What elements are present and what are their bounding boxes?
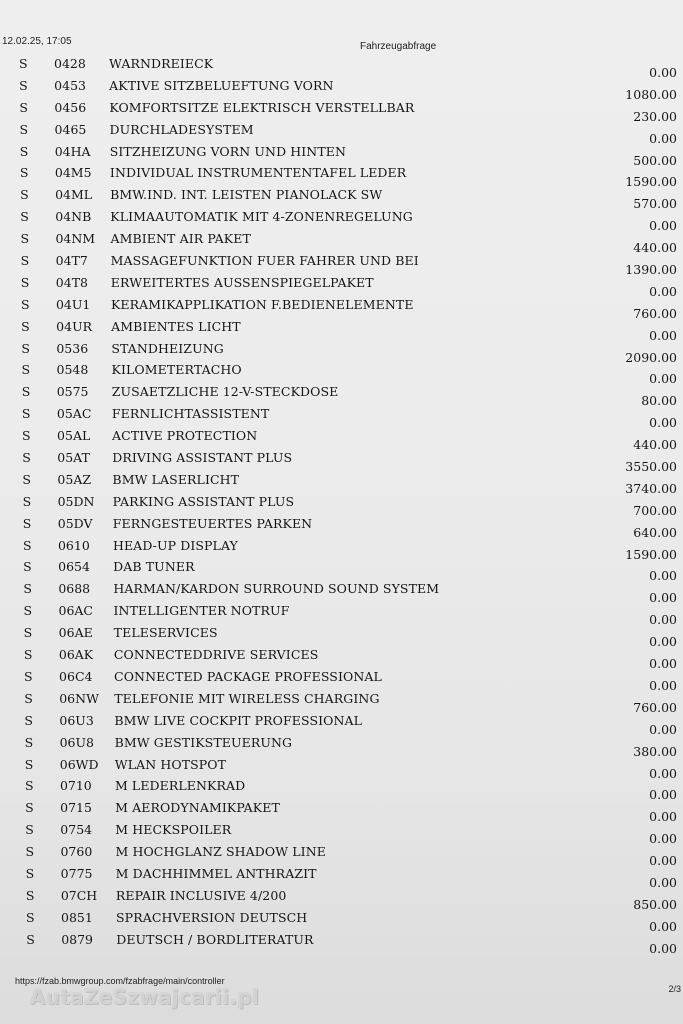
item-description: DRIVING ASSISTANT PLUS — [112, 450, 293, 466]
item-description: BMW GESTIKSTEUERUNG — [114, 734, 293, 750]
item-price: 760.00 — [633, 699, 677, 715]
list-item — [0, 100, 683, 122]
item-price: 0.00 — [649, 612, 677, 628]
item-description: CONNECTED PACKAGE PROFESSIONAL — [114, 668, 382, 684]
item-status: S — [22, 471, 31, 487]
item-price: 0.00 — [649, 65, 677, 80]
item-price: 0.00 — [649, 371, 677, 387]
item-price: 2090.00 — [625, 349, 677, 365]
item-description: FERNGESTEUERTES PARKEN — [112, 515, 313, 531]
item-status: S — [21, 406, 31, 422]
item-description: REPAIR INCLUSIVE 4/200 — [115, 887, 287, 903]
item-price: 1390.00 — [625, 262, 677, 278]
item-status: S — [19, 143, 29, 159]
print-date: 12.02.25, 17:05 — [2, 36, 72, 47]
item-code: 0428 — [54, 56, 86, 71]
item-price: 0.00 — [649, 656, 677, 672]
item-price: 440.00 — [633, 437, 677, 453]
item-description: M HECKSPOILER — [115, 822, 232, 838]
item-status: S — [26, 909, 35, 925]
item-status: S — [21, 362, 31, 378]
item-code: 0465 — [54, 121, 87, 137]
item-price: 0.00 — [649, 809, 677, 825]
item-description: KERAMIKAPPLIKATION F.BEDIENELEMENTE — [110, 296, 414, 312]
item-code: 05AC — [56, 406, 92, 422]
item-code: 04HA — [54, 143, 91, 159]
page-title: Fahrzeugabfrage — [360, 41, 437, 52]
item-description: INDIVIDUAL INSTRUMENTENTAFEL LEDER — [109, 165, 407, 181]
item-code: 06AC — [58, 603, 93, 619]
item-status: S — [20, 187, 29, 203]
item-status: S — [23, 647, 33, 663]
item-description: DAB TUNER — [113, 559, 195, 575]
item-status: S — [25, 800, 34, 816]
item-description: M AERODYNAMIKPAKET — [115, 800, 280, 816]
list-item — [0, 516, 683, 538]
item-price: 0.00 — [649, 568, 677, 584]
list-item — [0, 384, 683, 409]
item-description: TELEFONIE MIT WIRELESS CHARGING — [114, 690, 380, 706]
item-status: S — [21, 384, 31, 400]
list-item — [0, 866, 683, 888]
item-code: 0610 — [57, 537, 90, 553]
item-price: 0.00 — [649, 940, 677, 956]
item-price: 0.00 — [649, 283, 677, 299]
list-item — [0, 209, 683, 234]
item-code: 04M5 — [54, 165, 92, 181]
list-item — [0, 362, 683, 387]
item-description: M DACHHIMMEL ANTHRAZIT — [115, 865, 317, 881]
item-price: 1080.00 — [625, 86, 677, 102]
item-price: 500.00 — [633, 152, 677, 168]
item-code: 0548 — [56, 362, 89, 378]
item-description: ZUSAETZLICHE 12-V-STECKDOSE — [111, 384, 339, 400]
item-code: 05AZ — [57, 471, 92, 487]
item-description: HARMAN/KARDON SURROUND SOUND SYSTEM — [113, 581, 440, 597]
item-code: 0715 — [60, 800, 92, 816]
item-status: S — [20, 209, 29, 225]
item-status: S — [24, 734, 34, 750]
list-item — [0, 319, 683, 341]
item-description: SITZHEIZUNG VORN UND HINTEN — [109, 143, 347, 159]
item-price: 1590.00 — [625, 546, 677, 562]
list-item — [0, 341, 683, 363]
list-item — [0, 932, 683, 954]
item-status: S — [24, 756, 34, 772]
item-description: BMW.IND. INT. LEISTEN PIANOLACK SW — [110, 187, 383, 203]
item-description: DURCHLADESYSTEM — [109, 121, 254, 137]
list-item — [0, 122, 683, 144]
item-code: 05AL — [57, 428, 91, 444]
list-item — [0, 800, 683, 825]
item-status: S — [24, 690, 33, 706]
list-item — [0, 297, 683, 319]
list-item — [0, 144, 683, 166]
list-item — [0, 538, 683, 560]
item-status: S — [19, 99, 28, 115]
item-description: CONNECTEDDRIVE SERVICES — [113, 647, 319, 663]
item-description: M LEDERLENKRAD — [114, 778, 246, 794]
item-status: S — [23, 625, 33, 641]
list-item — [0, 494, 683, 516]
list-item — [0, 406, 683, 431]
item-price: 3740.00 — [625, 480, 677, 496]
item-status: S — [23, 559, 32, 575]
item-price: 760.00 — [633, 305, 677, 321]
item-code: 05DV — [57, 515, 93, 531]
item-price: 0.00 — [649, 721, 677, 737]
item-code: 04T7 — [55, 253, 88, 269]
item-status: S — [22, 537, 32, 553]
item-status: S — [21, 340, 30, 356]
item-price: 570.00 — [633, 196, 677, 212]
item-description: KOMFORTSITZE ELEKTRISCH VERSTELLBAR — [109, 99, 415, 115]
item-status: S — [20, 296, 30, 312]
item-price: 0.00 — [649, 853, 677, 869]
list-item — [0, 428, 683, 453]
item-description: BMW LIVE COCKPIT PROFESSIONAL — [114, 712, 363, 728]
item-code: 0456 — [54, 99, 87, 115]
item-price: 1590.00 — [625, 174, 677, 190]
item-price: 0.00 — [649, 327, 677, 343]
item-description: AMBIENT AIR PAKET — [110, 231, 251, 247]
item-description: DEUTSCH / BORDLITERATUR — [116, 931, 314, 947]
item-price: 0.00 — [649, 874, 677, 890]
item-price: 0.00 — [649, 765, 677, 781]
item-description: PARKING ASSISTANT PLUS — [112, 493, 295, 509]
item-status: S — [19, 77, 28, 93]
item-price: 640.00 — [633, 524, 677, 540]
item-code: 0536 — [56, 340, 89, 356]
item-status: S — [19, 165, 29, 181]
item-code: 06WD — [59, 756, 99, 772]
item-code: 04U1 — [55, 296, 91, 312]
item-description: ERWEITERTES AUSSENSPIEGELPAKET — [110, 274, 374, 290]
item-code: 04UR — [56, 318, 93, 334]
item-code: 0710 — [59, 778, 92, 794]
list-item — [0, 888, 683, 910]
item-description: INTELLIGENTER NOTRUF — [113, 603, 290, 619]
list-item — [0, 844, 683, 869]
item-status: S — [19, 56, 28, 71]
item-code: 04ML — [55, 187, 93, 203]
item-code: 0453 — [54, 77, 86, 93]
list-item — [0, 713, 683, 735]
item-price: 0.00 — [649, 831, 677, 847]
list-item — [0, 603, 683, 628]
list-item — [0, 450, 683, 475]
list-item — [0, 581, 683, 606]
item-status: S — [21, 318, 30, 334]
item-code: 06U3 — [59, 712, 94, 728]
list-item — [0, 691, 683, 713]
item-description: STANDHEIZUNG — [111, 340, 224, 356]
list-item — [0, 56, 683, 78]
item-code: 0879 — [61, 931, 94, 947]
item-code: 04T8 — [55, 274, 89, 290]
item-price: 0.00 — [649, 130, 677, 146]
item-description: KLIMAAUTOMATIK MIT 4-ZONENREGELUNG — [110, 209, 413, 225]
item-status: S — [24, 668, 33, 684]
list-item — [0, 757, 683, 779]
item-code: 0654 — [58, 559, 90, 575]
list-item — [0, 822, 683, 847]
item-description: WARNDREIECK — [109, 56, 214, 71]
item-price: 700.00 — [633, 502, 677, 518]
footer-url: https://fzab.bmwgroup.com/fzabfrage/main/controller — [15, 976, 225, 986]
list-item — [0, 910, 683, 932]
item-code: 06NW — [59, 690, 99, 706]
item-status: S — [20, 253, 30, 269]
item-status: S — [25, 822, 34, 838]
item-code: 0688 — [58, 581, 91, 597]
item-status: S — [24, 778, 34, 794]
item-price: 850.00 — [633, 896, 677, 912]
item-description: ACTIVE PROTECTION — [112, 428, 258, 444]
item-code: 0575 — [56, 384, 89, 400]
item-status: S — [20, 274, 30, 290]
item-code: 05DN — [57, 493, 95, 509]
item-status: S — [25, 865, 35, 881]
item-status: S — [19, 121, 29, 137]
list-item — [0, 231, 683, 256]
item-code: 06AE — [58, 625, 93, 641]
equipment-list — [0, 56, 683, 954]
item-price: 380.00 — [633, 743, 677, 759]
list-item — [0, 253, 683, 278]
item-code: 0851 — [61, 909, 93, 925]
item-status: S — [23, 603, 33, 619]
list-item — [0, 625, 683, 650]
list-item — [0, 647, 683, 672]
item-status: S — [22, 428, 31, 444]
item-price: 0.00 — [649, 415, 677, 431]
item-price: 3550.00 — [625, 459, 677, 475]
list-item — [0, 559, 683, 584]
item-code: 0775 — [60, 865, 93, 881]
item-status: S — [20, 231, 30, 247]
list-item — [0, 187, 683, 212]
item-price: 440.00 — [633, 240, 677, 256]
item-description: MASSAGEFUNKTION FUER FAHRER UND BEI — [110, 253, 419, 269]
item-code: 0760 — [60, 844, 93, 860]
item-code: 04NB — [55, 209, 92, 225]
item-price: 230.00 — [633, 108, 677, 124]
item-price: 0.00 — [649, 590, 677, 606]
item-code: 04NM — [55, 231, 96, 247]
page-number: 2/3 — [668, 984, 681, 994]
list-item — [0, 778, 683, 803]
item-status: S — [26, 931, 35, 947]
list-item — [0, 735, 683, 757]
item-status: S — [22, 450, 31, 466]
item-description: SPRACHVERSION DEUTSCH — [116, 909, 308, 925]
item-status: S — [23, 581, 32, 597]
item-price: 0.00 — [649, 677, 677, 693]
item-description: M HOCHGLANZ SHADOW LINE — [115, 844, 326, 860]
item-code: 0754 — [60, 822, 93, 838]
watermark-logo: AutaZeSzwajcarii.pl — [30, 985, 260, 1009]
item-code: 06U8 — [59, 734, 94, 750]
list-item — [0, 669, 683, 691]
item-price: 80.00 — [641, 393, 677, 409]
list-item — [0, 78, 683, 100]
item-price: 0.00 — [649, 787, 677, 803]
item-price: 0.00 — [649, 634, 677, 650]
list-item — [0, 472, 683, 494]
item-price: 0.00 — [649, 918, 677, 934]
item-status: S — [25, 887, 35, 903]
item-status: S — [22, 493, 32, 509]
item-description: TELESERVICES — [113, 625, 218, 641]
item-description: HEAD-UP DISPLAY — [112, 537, 238, 553]
item-description: AKTIVE SITZBELUEFTUNG VORN — [109, 77, 334, 93]
list-item — [0, 165, 683, 190]
item-code: 07CH — [60, 887, 98, 903]
item-description: AMBIENTES LICHT — [111, 318, 241, 334]
item-description: BMW LASERLICHT — [112, 471, 240, 487]
item-status: S — [22, 515, 32, 531]
item-description: FERNLICHTASSISTENT — [111, 406, 270, 422]
item-price: 0.00 — [649, 218, 677, 234]
item-description: WLAN HOTSPOT — [114, 756, 227, 772]
item-code: 05AT — [57, 450, 90, 466]
item-status: S — [25, 844, 35, 860]
item-code: 06C4 — [59, 668, 93, 684]
list-item — [0, 275, 683, 297]
item-code: 06AK — [58, 647, 94, 663]
item-description: KILOMETERTACHO — [111, 362, 242, 378]
item-status: S — [24, 712, 33, 728]
